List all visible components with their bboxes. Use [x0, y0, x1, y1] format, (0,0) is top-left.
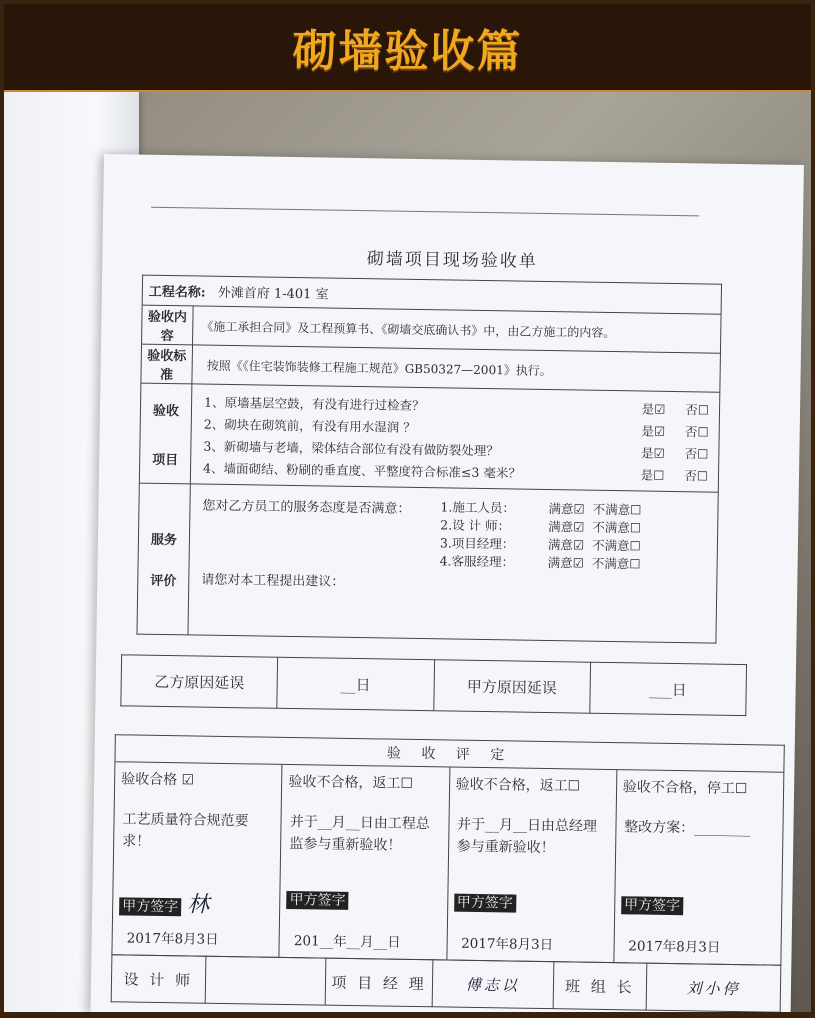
- signature-line: [119, 886, 209, 918]
- content-text: 《施工承担合同》及工程预算书、《砌墙交底确认书》中，由乙方施工的内容。: [193, 306, 722, 353]
- standard-label: 验收标准: [141, 344, 193, 384]
- satisfied-checkbox[interactable]: 满意☑: [548, 501, 585, 517]
- item-text: 4、墙面砌结、粉刷的垂直度、平整度符合标准≤3 毫米？: [202, 460, 522, 481]
- items-label: [139, 383, 192, 484]
- service-label-top: 服务: [150, 532, 178, 549]
- unsatisfied-checkbox[interactable]: 不满意☐: [592, 501, 642, 518]
- project-name: 外滩首府 1-401 室: [217, 285, 329, 303]
- evaluation-option[interactable]: 验收不合格，返工☐: [288, 773, 414, 792]
- evaluation-date: 201__年__月__日: [293, 933, 401, 951]
- leader-signature: 刘小停: [646, 963, 781, 1012]
- evaluation-column: [446, 767, 616, 963]
- evaluation-column: [614, 770, 784, 966]
- evaluation-column: [112, 762, 282, 958]
- evaluation-body: 并于__月__日由工程总监参与重新验收！: [289, 814, 430, 854]
- service-item: 1.施工人员： 满意☑ 不满意☐: [440, 499, 642, 518]
- evaluation-table: [111, 734, 784, 965]
- evaluation-body: 工艺质量符合规范要求！: [122, 811, 249, 850]
- signature-label: 甲方签字: [454, 894, 516, 913]
- evaluation-option[interactable]: 验收合格 ☑: [121, 771, 195, 789]
- manager-signature: 傅志以: [432, 960, 553, 1009]
- standard-text: 按照《《住宅装饰装修工程施工规范》GB50327—2001》执行。: [192, 345, 721, 392]
- no-checkbox[interactable]: 否☐: [684, 445, 709, 462]
- satisfied-checkbox[interactable]: 满意☑: [547, 537, 585, 553]
- evaluation-option[interactable]: 验收不合格，返工☐: [455, 776, 581, 795]
- signature-line: [286, 889, 348, 910]
- yes-checkbox[interactable]: 是☑: [641, 400, 666, 417]
- leader-label: 班 组 长: [553, 962, 647, 1010]
- evaluation-date: 2017年8月3日: [628, 938, 721, 956]
- banner: [4, 4, 811, 92]
- signature-line: [621, 894, 683, 915]
- service-item: 3.项目经理： 满意☑ 不满意☐: [439, 535, 641, 554]
- service-question: 您对乙方员工的服务态度是否满意：: [202, 498, 411, 517]
- delay-table: [120, 654, 747, 716]
- party-b-delay-value[interactable]: __日: [277, 657, 434, 710]
- evaluation-option[interactable]: 验收不合格，停工☐: [622, 779, 748, 798]
- project-label: 工程名称:: [148, 284, 206, 301]
- items-label-bottom: 项目: [152, 452, 179, 468]
- inspection-table: [136, 275, 722, 644]
- signature-label: 甲方签字: [621, 896, 683, 915]
- service-item: 2.设 计 师： 满意☑ 不满意☐: [440, 517, 642, 536]
- party-a-delay-value[interactable]: ___日: [590, 662, 747, 715]
- service-label-bottom: 评价: [150, 573, 177, 590]
- satisfied-checkbox[interactable]: 满意☑: [547, 555, 584, 571]
- signature-value: 林: [187, 892, 210, 918]
- banner-title: 砌墙验收篇: [292, 26, 523, 77]
- no-checkbox[interactable]: 否☐: [685, 401, 710, 418]
- form-title: 砌墙项目现场验收单: [366, 249, 539, 272]
- designer-signature: [205, 956, 326, 1005]
- manager-label: 项 目 经 理: [325, 958, 433, 1007]
- service-label: [137, 483, 190, 635]
- item-text: 3、新砌墙与老墙，梁体结合部位有没有做防裂处理？: [203, 438, 499, 458]
- unsatisfied-checkbox[interactable]: 不满意☐: [591, 555, 641, 572]
- evaluation-date: 2017年8月3日: [126, 930, 219, 948]
- service-item: 4.客服经理： 满意☑ 不满意☐: [439, 553, 641, 572]
- yes-checkbox[interactable]: 是☐: [640, 466, 665, 483]
- evaluation-body: 并于__月__日由总经理参与重新验收！: [456, 816, 598, 857]
- content-label: 验收内容: [142, 305, 194, 345]
- no-checkbox[interactable]: 否☐: [684, 423, 709, 440]
- items-label-top: 验收: [152, 403, 180, 419]
- yes-checkbox[interactable]: 是☑: [640, 444, 665, 461]
- item-text: 2、砌块在砌筑前，有没有用水湿润 ？: [203, 416, 416, 435]
- no-checkbox[interactable]: 否☐: [684, 467, 709, 484]
- party-a-delay-label: 甲方原因延误: [433, 660, 590, 713]
- inspection-items: [190, 384, 720, 492]
- evaluation-date: 2017年8月3日: [461, 935, 554, 954]
- yes-checkbox[interactable]: 是☑: [641, 422, 666, 439]
- photo: [4, 92, 811, 1012]
- suggestion-prompt: 请您对本工程提出建议：: [201, 572, 345, 590]
- service-list: [440, 498, 642, 573]
- item-text: 1、原墙基层空鼓，有没有进行过检查？: [204, 394, 425, 413]
- party-b-delay-label: 乙方原因延误: [121, 655, 278, 708]
- unsatisfied-checkbox[interactable]: 不满意☐: [592, 519, 642, 536]
- service-evaluation: [188, 484, 718, 643]
- form-sheet: [90, 154, 803, 1012]
- signature-label: 甲方签字: [286, 891, 348, 910]
- header-rule: [151, 207, 699, 217]
- signature-line: [454, 892, 516, 913]
- evaluation-body: 整改方案：________: [624, 819, 751, 838]
- evaluation-header: 验 收 评 定: [115, 735, 784, 773]
- signoff-table: [111, 954, 782, 1012]
- signature-label: 甲方签字: [119, 897, 181, 916]
- satisfied-checkbox[interactable]: 满意☑: [548, 519, 585, 535]
- designer-label: 设 计 师: [111, 955, 205, 1003]
- evaluation-column: [279, 764, 449, 960]
- unsatisfied-checkbox[interactable]: 不满意☐: [591, 537, 641, 554]
